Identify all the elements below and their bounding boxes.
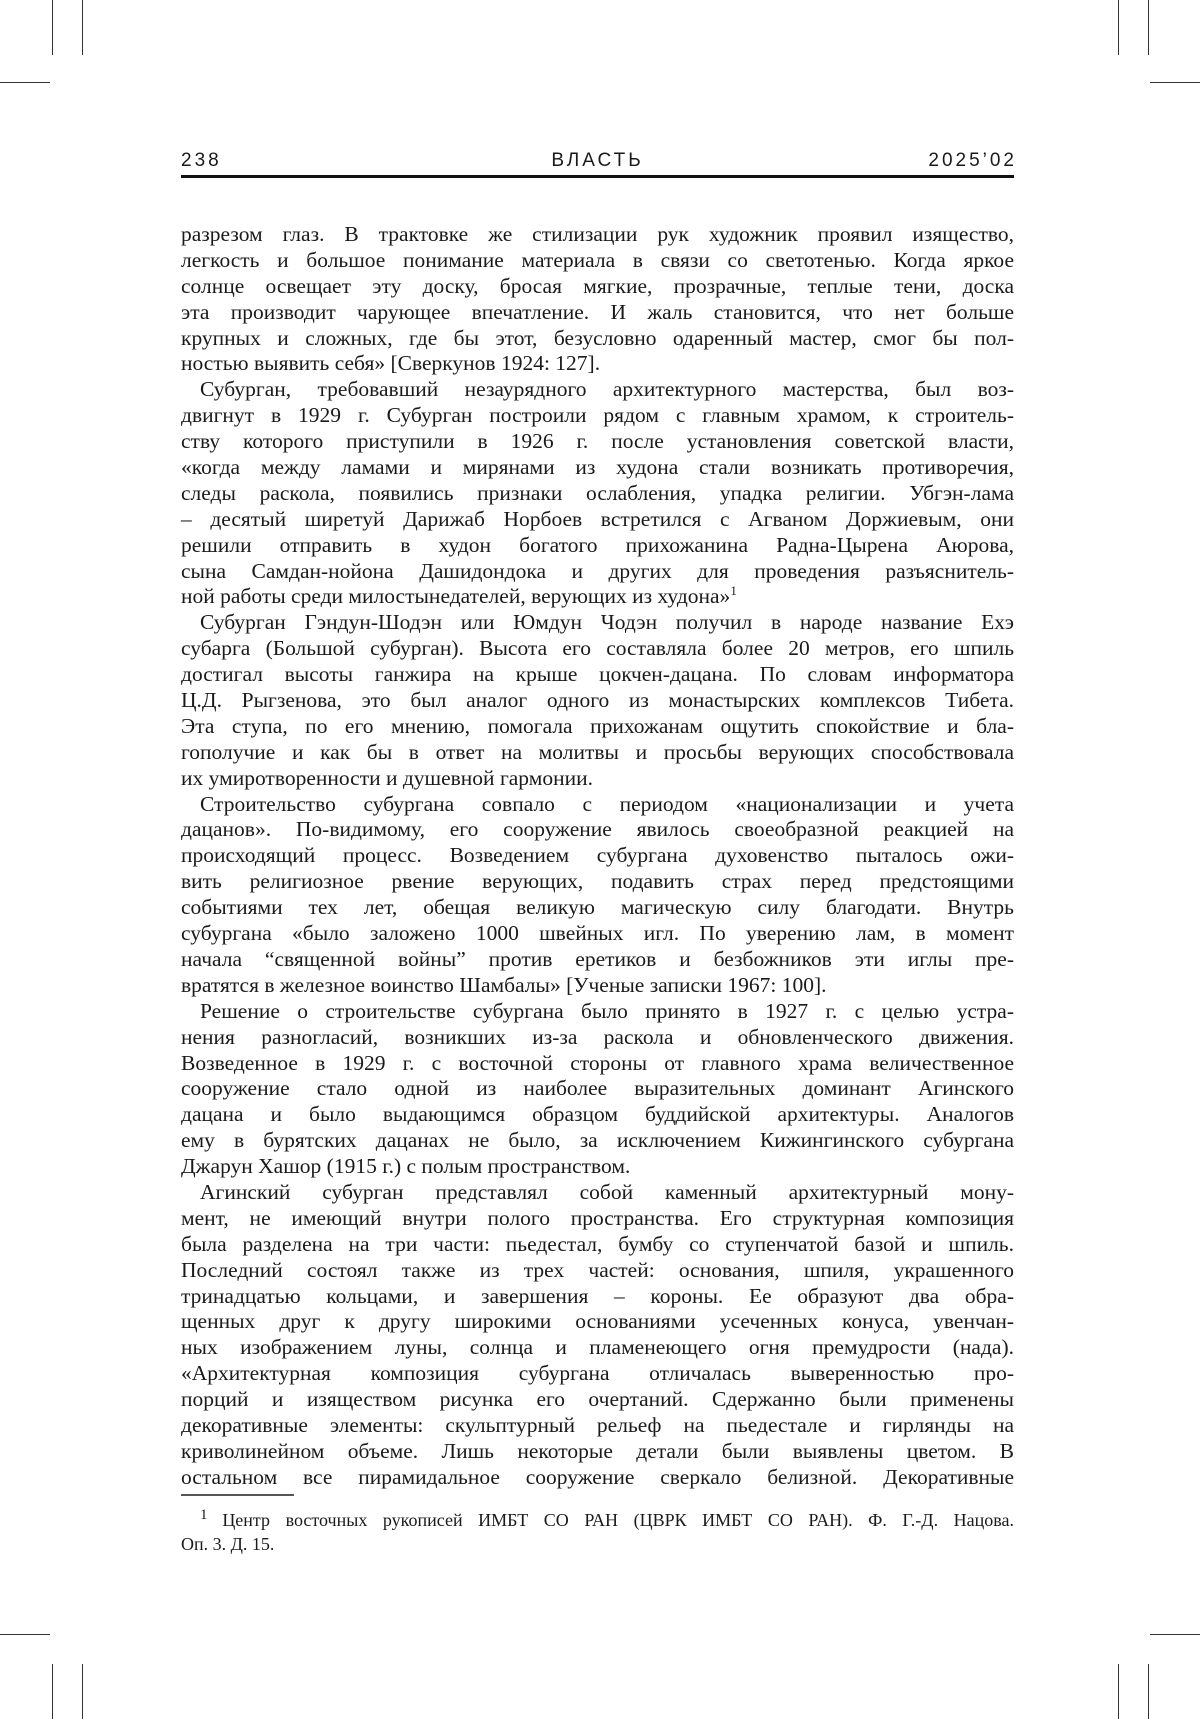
paragraph <box>181 222 1014 377</box>
text-line-content: ной работы среди милостынедателей, верующих из худона» <box>181 584 731 609</box>
crop-mark <box>1118 1664 1119 1719</box>
paragraph <box>181 1180 1014 1491</box>
text-line <box>181 1128 1014 1154</box>
crop-mark <box>82 1664 83 1719</box>
text-line-content: следы раскола, появились признаки ослабления, упадка религии. Убгэн-лама <box>181 480 1014 505</box>
text-line <box>181 300 1014 326</box>
issue-number: 2025’02 <box>928 150 1017 171</box>
text-line <box>181 817 1014 843</box>
text-line-content: субарга (Большой субурган). Высота его составляла более 20 метров, его шпиль <box>181 636 1014 661</box>
text-line <box>181 766 1014 792</box>
text-line-content: сына Самдан-нойона Дашидондока и других для проведения разъяснитель- <box>181 558 1014 583</box>
text-line <box>181 1284 1014 1310</box>
page-number: 238 <box>181 150 222 171</box>
footnote-rule <box>181 1494 294 1496</box>
text-line-content: солнце освещает эту доску, бросая мягкие, прозрачные, теплые тени, доска <box>181 273 1014 298</box>
text-line <box>181 481 1014 507</box>
text-line <box>181 533 1014 559</box>
text-line-content: ностью выявить себя» [Сверкунов 1924: 127]. <box>181 351 601 376</box>
crop-mark <box>52 1664 53 1719</box>
body-text <box>181 222 1014 1491</box>
text-line <box>181 947 1014 973</box>
crop-mark <box>1148 1664 1149 1719</box>
text-line-content: решили отправить в худон богатого прихожанина Радна-Цырена Аюрова, <box>181 532 1014 557</box>
footnote-number: 1 <box>200 1507 223 1523</box>
text-line-content: Агинский субурган представлял собой каменный архитектурный мону- <box>200 1179 1014 1204</box>
text-line-content: декоративные элементы: скульптурный рельеф на пьедестале и гирлянды на <box>181 1412 1014 1437</box>
text-line-content: ству которого приступили в 1926 г. после установления советской власти, <box>181 429 1014 454</box>
text-line <box>181 1232 1014 1258</box>
text-line-content: разрезом глаз. В трактовке же стилизации рук художник проявил изящество, <box>181 222 1014 246</box>
text-line <box>181 1025 1014 1051</box>
text-line-content: Последний состоял также из трех частей: основания, шпиля, украшенного <box>181 1257 1014 1282</box>
text-line-content: сооружение стало одной из наиболее выразительных доминант Агинского <box>181 1076 1014 1101</box>
running-header <box>181 150 1017 174</box>
text-line <box>181 792 1014 818</box>
text-line-content: тринадцатью кольцами, и завершения – короны. Ее образуют два обра- <box>181 1283 1014 1308</box>
header-rule <box>181 175 1014 178</box>
text-line-content: порций и изяществом рисунка его очертаний. Сдержанно были применены <box>181 1387 1014 1412</box>
text-line <box>181 1439 1014 1465</box>
text-line-content: ему в бурятских дацанах не было, за исключением Кижингинского субургана <box>181 1128 1014 1153</box>
text-line <box>181 1102 1014 1128</box>
text-line <box>181 1206 1014 1232</box>
text-line-content: гополучие и как бы в ответ на молитвы и просьбы верующих способствовала <box>181 739 1014 764</box>
paragraph <box>181 377 1014 610</box>
text-line <box>181 1309 1014 1335</box>
text-line <box>181 1180 1014 1206</box>
text-line-content: Строительство субургана совпало с периодом «национализации и учета <box>200 791 1014 816</box>
crop-mark <box>1148 0 1149 55</box>
text-line <box>181 1361 1014 1387</box>
paragraph <box>181 999 1014 1180</box>
text-line-content: субургана «было заложено 1000 швейных игл. По уверению лам, в момент <box>181 921 1014 946</box>
text-line-content: достигал высоты ганжира на крыше цокчен-дацана. По словам информатора <box>181 662 1014 687</box>
text-line <box>181 403 1014 429</box>
text-line <box>181 1413 1014 1439</box>
text-line-content: Возведенное в 1929 г. с восточной стороны от главного храма величественное <box>181 1050 1014 1075</box>
text-line-content: остальном все пирамидальное сооружение сверкало белизной. Декоративные <box>181 1464 1014 1489</box>
footnote-reference[interactable]: 1 <box>730 583 737 599</box>
text-line-content: криволинейном объеме. Лишь некоторые детали были выявлены цветом. В <box>181 1438 1014 1463</box>
text-line <box>181 1465 1014 1491</box>
text-line-content: нения разногласий, возникших из-за раскола и обновленческого движения. <box>181 1024 1014 1049</box>
text-line <box>181 1051 1014 1077</box>
text-line <box>181 688 1014 714</box>
text-line <box>181 326 1014 352</box>
crop-mark <box>1150 82 1200 83</box>
text-line <box>181 973 1014 999</box>
text-line <box>181 455 1014 481</box>
text-line-content: легкость и большое понимание материала в связи со светотенью. Когда яркое <box>181 247 1014 272</box>
text-line <box>181 843 1014 869</box>
text-line-content: «когда между ламами и мирянами из худона стали возникать противоречия, <box>181 455 1014 480</box>
text-line-content: – десятый ширетуй Дарижаб Норбоев встретился с Агваном Доржиевым, они <box>181 506 1014 531</box>
text-line-content: вратятся в железное воинство Шамбалы» [Ученые записки 1967: 100]. <box>181 972 827 997</box>
text-line-content: Эта ступа, по его мнению, помогала прихожанам ощутить спокойствие и бла- <box>181 713 1014 738</box>
text-line-content: происходящий процесс. Возведением субургана духовенство пыталось ожи- <box>181 843 1014 868</box>
paragraph <box>181 792 1014 999</box>
footnote-text: Оп. 3. Д. 15. <box>181 1534 275 1554</box>
text-line <box>181 377 1014 403</box>
text-line-content: эта производит чарующее впечатление. И жаль становится, что нет больше <box>181 299 1014 324</box>
footnote <box>181 1508 1014 1556</box>
text-line <box>181 507 1014 533</box>
text-line-content: начала “священной войны” против еретиков и безбожников эти иглы пре- <box>181 946 1014 971</box>
text-line <box>181 1258 1014 1284</box>
footnote-text: Центр восточных рукописей ИМБТ СО РАН (ЦВРК ИМБТ СО РАН). Ф. Г.-Д. Нацова. <box>222 1510 1014 1530</box>
text-line <box>181 895 1014 921</box>
text-line <box>181 662 1014 688</box>
journal-title: ВЛАСТЬ <box>551 150 644 171</box>
text-line-content: Ц.Д. Рыгзенова, это был аналог одного из монастырских комплексов Тибета. <box>181 688 1014 713</box>
text-line-content: Решение о строительстве субургана было принято в 1927 г. с целью устра- <box>200 998 1014 1023</box>
text-line <box>181 869 1014 895</box>
crop-mark <box>52 0 53 55</box>
text-line-content: двигнут в 1929 г. Субурган построили рядом с главным храмом, к строитель- <box>181 403 1014 428</box>
text-line <box>181 999 1014 1025</box>
text-line-content: их умиротворенности и душевной гармонии. <box>181 765 593 790</box>
text-line-content: вить религиозное рвение верующих, подавить страх перед предстоящими <box>181 869 1014 894</box>
text-line-content: дацана и было выдающимся образцом буддийской архитектуры. Аналогов <box>181 1102 1014 1127</box>
text-line <box>181 248 1014 274</box>
text-line <box>181 559 1014 585</box>
text-line-content: Субурган Гэндун-Шодэн или Юмдун Чодэн получил в народе название Ехэ <box>200 610 1014 635</box>
crop-mark <box>0 1634 50 1635</box>
footnote-line <box>181 1508 1014 1532</box>
text-line <box>181 351 1014 377</box>
text-line <box>181 740 1014 766</box>
paragraph <box>181 610 1014 791</box>
text-line <box>181 610 1014 636</box>
text-line <box>181 1335 1014 1361</box>
crop-mark <box>1150 1634 1200 1635</box>
text-line-content: событиями тех лет, обещая великую магическую силу благодати. Внутрь <box>181 895 1014 920</box>
text-line <box>181 1387 1014 1413</box>
text-line <box>181 921 1014 947</box>
text-line-content: мент, не имеющий внутри полого пространства. Его структурная композиция <box>181 1205 1014 1230</box>
text-line <box>181 1154 1014 1180</box>
text-line <box>181 429 1014 455</box>
text-line-content: «Архитектурная композиция субургана отличалась выверенностью про- <box>181 1361 1014 1386</box>
text-line <box>181 636 1014 662</box>
crop-mark <box>82 0 83 55</box>
text-line-content: крупных и сложных, где бы этот, безусловно одаренный мастер, смог бы пол- <box>181 325 1014 350</box>
footnote-line <box>181 1532 1014 1556</box>
text-line <box>181 222 1014 248</box>
text-line-content: дацанов». По-видимому, его сооружение явилось своеобразной реакцией на <box>181 817 1014 842</box>
text-line <box>181 1076 1014 1102</box>
text-line <box>181 584 1014 610</box>
text-line-content: была разделена на три части: пьедестал, бумбу со ступенчатой базой и шпиль. <box>181 1231 1014 1256</box>
text-line <box>181 714 1014 740</box>
text-line-content: Джарун Хашор (1915 г.) с полым пространством. <box>181 1154 631 1179</box>
text-line-content: щенных друг к другу широкими основаниями усеченных конуса, увенчан- <box>181 1309 1014 1334</box>
crop-mark <box>1118 0 1119 55</box>
crop-mark <box>0 82 50 83</box>
text-line <box>181 274 1014 300</box>
text-line-content: ных изображением луны, солнца и пламенеющего огня премудрости (нада). <box>181 1335 1014 1360</box>
text-line-content: Субурган, требовавший незаурядного архитектурного мастерства, был воз- <box>200 377 1014 402</box>
